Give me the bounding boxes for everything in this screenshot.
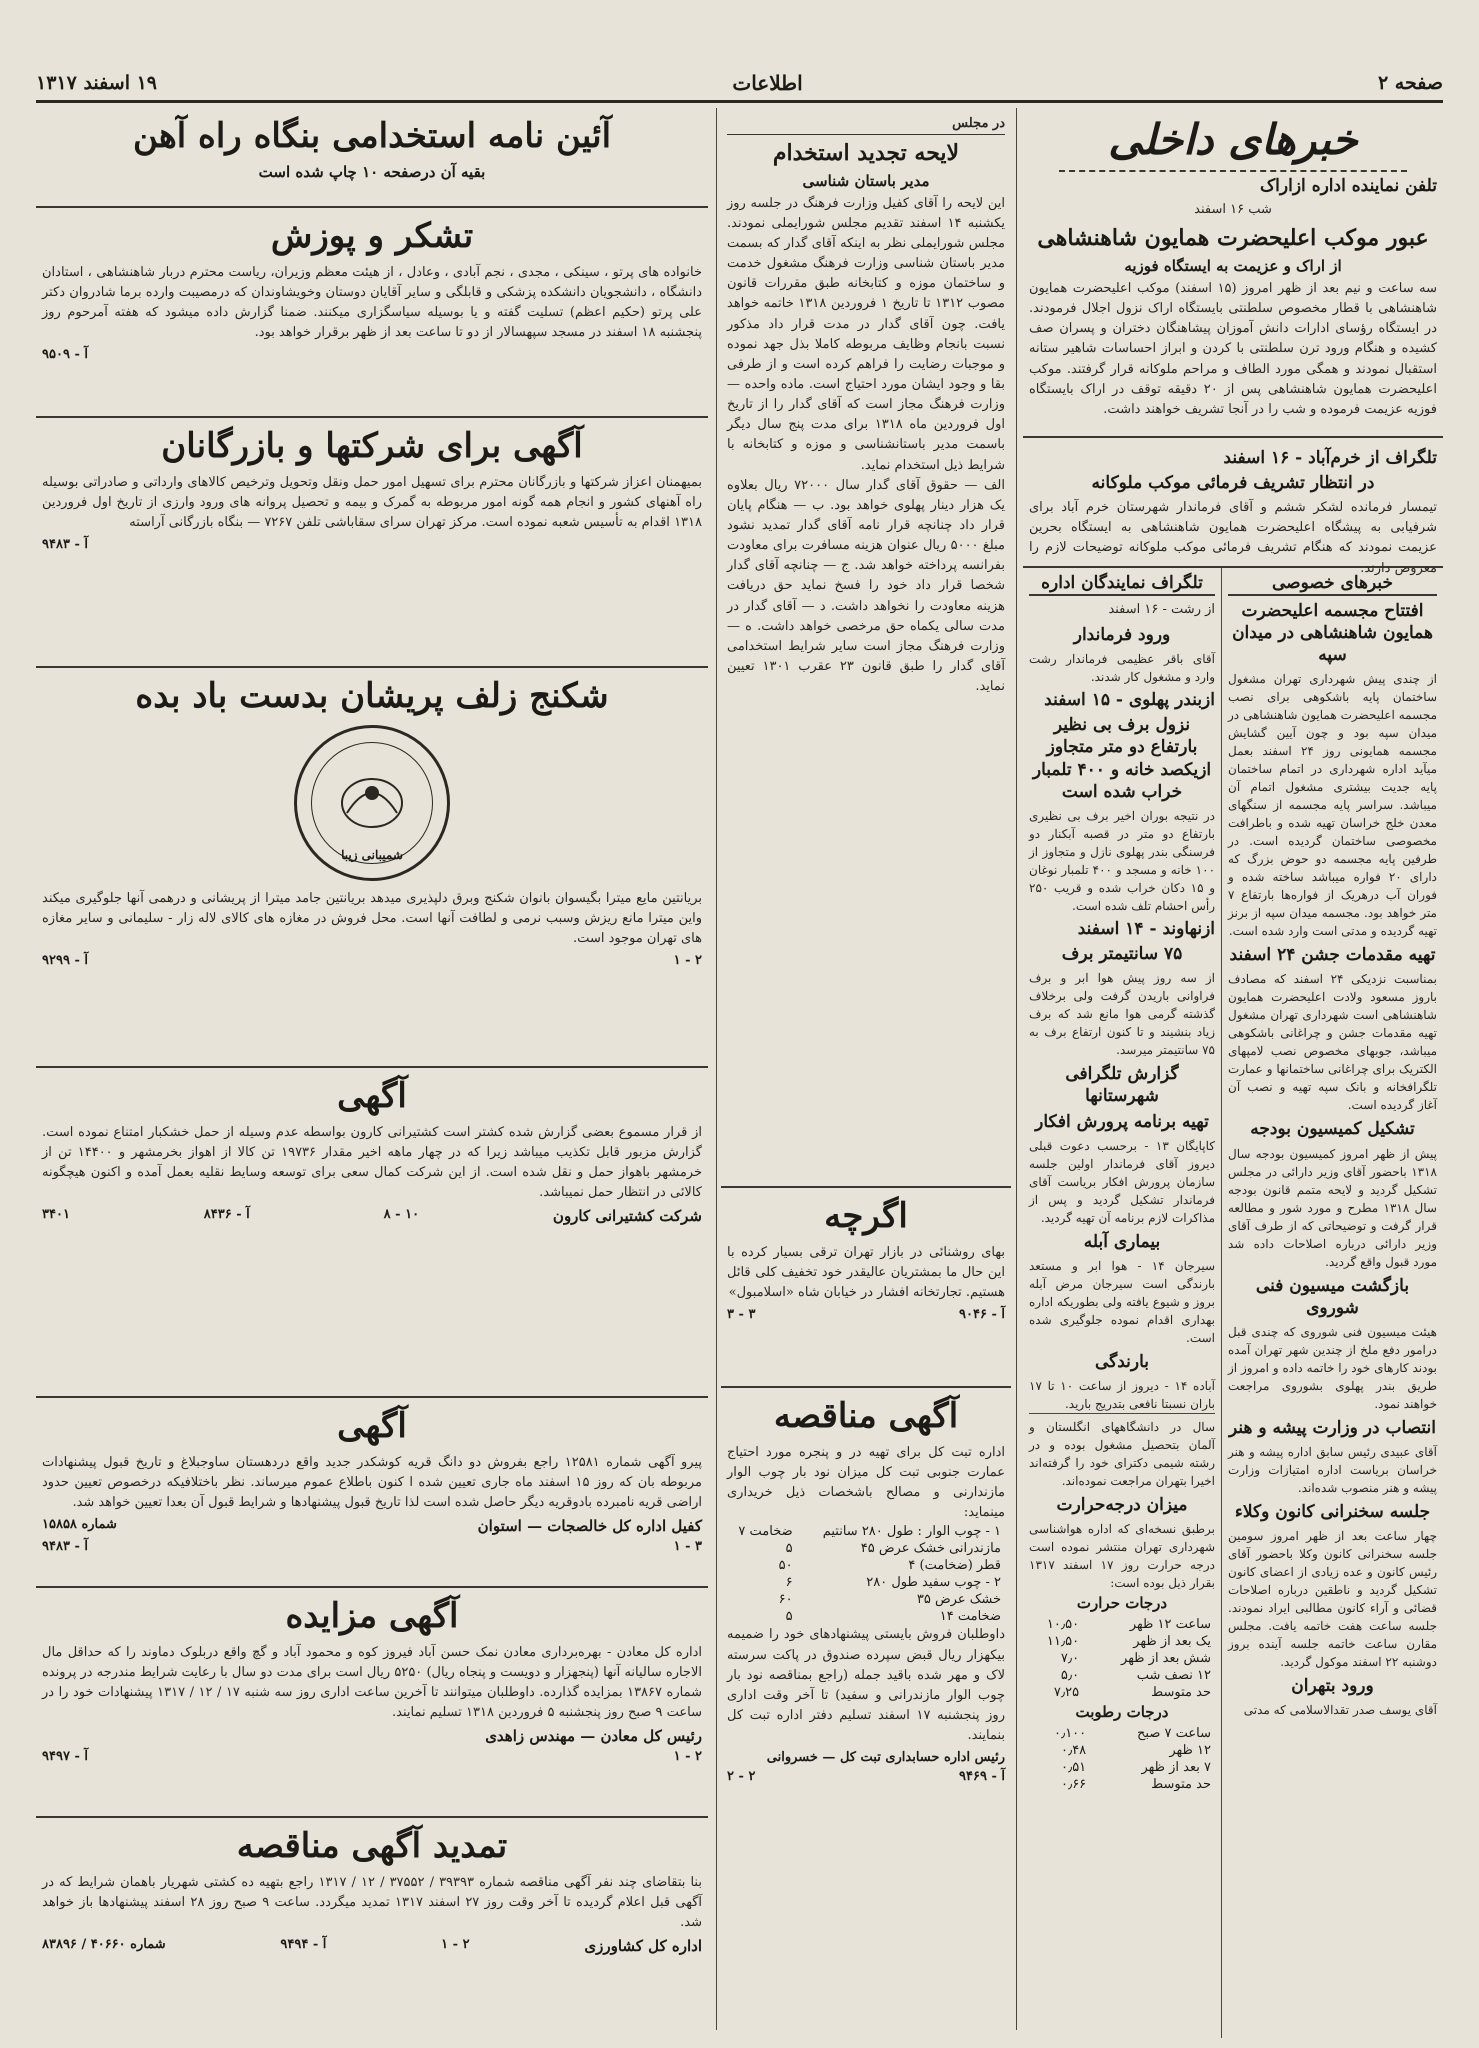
ref: آ - ۹۴۹۷ (42, 1749, 88, 1765)
ref: آ - ۹۰۴۶ (959, 1307, 1005, 1323)
notice-body: بنا بتقاضای چند نفر آگهی مناقصه شماره ۳۹۳۹۳ / ۳۷۵۵۲ / ۱۲ / ۱۳۱۷ راجع بتهیه ده کشتی شهریار باهمان شرایط که در آگهی قبل اعلام گردیده تا آخر وقت روز ۲۷ اسفند ۱۳۱۷ تمدید میگردد. ساعت ۹ صبح روز ۲۸ اسفند پیشنهادها باز خواهد شد. (42, 1874, 702, 1931)
article-body: کاپایگان ۱۳ - برحسب دعوت قبلی دیروز آقای فرماندار اولین جلسه سازمان پرورش افکار بریاست آقای فرماندار تشکیل گردید و پس از مذاکرات لازم برنامه آن تهیه گردید. (1029, 1139, 1215, 1226)
split-area (1023, 568, 1443, 2038)
tender-cell: ۶ (785, 1575, 793, 1591)
tender-row (727, 1574, 1005, 1591)
article-body: پیش از ظهر امروز کمیسیون بودجه سال ۱۳۱۸ باحضور آقای وزیر دارائی در مجلس تشکیل گردید و لایحه متمم قانون بودجه سال ۱۳۱۸ مطرح و مورد شور و مطالعه قرار گرفت و توضیحاتی که از طرف آقای وزیر دارائی درباره اصلاحات داده شد مورد قبول واقع گردید. (1228, 1146, 1437, 1269)
agarche-ad (721, 1188, 1011, 1388)
ref: ۲ - ۱ (673, 1749, 702, 1765)
issue-date: ۱۹ اسفند ۱۳۱۷ (36, 72, 158, 94)
temperature-cell: ۱۲ نصف شب (1136, 1668, 1211, 1684)
brilliantine-ad (36, 668, 708, 1068)
article-body: از چندی پیش شهرداری تهران مشغول ساختمان پایه باشکوهی برای نصب مجسمه اعلیحضرت همایون شاهنشاهی در میدان سپه بود و چون آیین گشایش مجسمه همایونی روز ۲۴ اسفند بعمل میآید اداره شهرداری در اتمام ساختمان پایه جدیت بیشتری مشغول اتمام آن میباشد. سراسر پایه مجسمه از سنگهای معدن خلج خراسان تهیه شده و باطرافت مخصوصی ساختمان گردیده است. در طرفین پایه مجسمه دو حوض بزرگ که دارای ۲۰ فواره میباشد ساخته شده و فوران آب درهریک از فواره‌ها بارتفاع ۷ متر خواهد بود. مجسمه میدان سپه از برنز تهیه گردیده و مدتی است وارد شده است. (1228, 672, 1437, 939)
notice-refs (42, 347, 702, 362)
temperature-cell: ۱۱٫۵۰ (1046, 1634, 1080, 1650)
headline: عبور موکب اعلیحضرت همایون شاهنشاهی (1037, 225, 1429, 252)
subheadline: بقیه آن درصفحه ۱۰ چاپ شده است (258, 162, 486, 181)
tender-cell: ضخامت ۱۴ (939, 1609, 1001, 1625)
ad-body: بهای روشنائی در بازار تهران ترقی بسیار کرده با این حال ما بمشتریان عالیقدر خود تخفیف کلی قائل هستیم. تجارتخانه افشار در خیابان شاه «اسلامبول» (727, 1244, 1005, 1301)
humidity-cell: ۷ بعد از ظهر (1141, 1760, 1211, 1776)
humidity-subtitle: درجات رطوبت (1075, 1703, 1169, 1722)
article-body: برطبق نسخه‌ای که اداره هواشناسی شهرداری تهران منتشر نموده است درجه حرارت روز ۱۷ اسفند ۱۳۱۷ بقرار ذیل بوده است: (1029, 1522, 1215, 1591)
ad-body: بمیهمنان اعزاز شرکتها و بازرگانان محترم برای تسهیل امور حمل ونقل وتحویل وترخیص کالاهای وارداتی و صادراتی بوسیله راه آهنهای کشور و انجام همه گونه امور مربوطه به گمرک و بیمه و تحصیل پروانه های ورود وارزی از تاریخ اول فروردین ۱۳۱۸ اقدام به تأسیس شعبه نموده است. مرکز تهران سرای سقاباشی تلفن ۷۲۶۷ — بنگاه بازرگانی آراسته (42, 474, 702, 531)
temperature-row (1029, 1667, 1215, 1684)
ads-column (36, 108, 708, 2030)
headline: تشکر و پوزش (270, 216, 474, 256)
headline: بارندگی (1094, 1352, 1150, 1373)
headline: ۷۵ سانتیمتر برف (1061, 943, 1183, 964)
article-body: آقای عبیدی رئیس سابق اداره پیشه و هنر خراسان بریاست اداره امتیازات وزارت پیشه و هنر منصوب شده‌اند. (1228, 1444, 1437, 1495)
column-rule (1016, 108, 1017, 2030)
tender-cell: مازندرانی خشک عرض ۴۵ (860, 1541, 1001, 1557)
parliament-column (721, 108, 1011, 2030)
ref: آ - ۹۴۶۹ (959, 1769, 1005, 1785)
article-body: آقای باقر عظیمی فرماندار رشت وارد و مشغول کار شدند. (1029, 652, 1215, 685)
tender-row (727, 1591, 1005, 1608)
masthead (36, 66, 1443, 103)
temperature-cell: حد متوسط (1151, 1685, 1211, 1701)
tender-table (727, 1523, 1005, 1625)
telegraph-line: تلگراف از خرم‌آباد - ۱۶ اسفند (1223, 448, 1437, 468)
tender-cell: خشک عرض ۳۵ (916, 1592, 1001, 1608)
headline: در انتظار تشریف فرمائی موکب ملوکانه (1091, 473, 1375, 493)
royal-convoy-article (1023, 108, 1443, 438)
headline: ورود بتهران (1291, 1675, 1374, 1696)
bill-article (721, 108, 1011, 1188)
tender-row (727, 1557, 1005, 1574)
humidity-cell: ۱۲ ظهر (1169, 1743, 1211, 1759)
dateline: ازبندر پهلوی - ۱۵ اسفند (1044, 690, 1215, 711)
humidity-cell: ۰٫۱۰۰ (1054, 1726, 1087, 1742)
article-body: چهار ساعت بعد از ظهر امروز سومین جلسه سخنرانی کانون وکلا باحضور آقای رئیس کانون و عده زیادی از اعضای کانون تشکیل گردید و ناطقین درباره اصلاحات قضائی و آراء کانون مطالبی ایراد نمودند. جلسه ساعت هفت خاتمه یافت. مجلس مقارن ساعت خاتمه جلسه آینده بروز دوشنبه ۲۲ اسفند موکول گردید. (1228, 1528, 1437, 1669)
temperature-cell: ۵٫۰ (1060, 1668, 1080, 1684)
headline: آگهی مزایده (285, 1596, 459, 1636)
tender-extension-notice (36, 1818, 708, 2008)
columns (36, 108, 1443, 2030)
ref: آ - ۹۲۹۹ (42, 953, 88, 969)
headline: آگهی برای شرکتها و بازرگانان (161, 426, 583, 466)
article-body: سیرجان ۱۴ - هوا ابر و مستعد بارندگی است سیرجان مرض آبله بروز و شیوع یافته ولی بطوریکه اداره بهداری اقدام نموده جلوگیری شده است. (1029, 1259, 1216, 1346)
headline: آگهی (337, 1406, 407, 1446)
companies-ad (36, 418, 708, 668)
humidity-cell: ۰٫۶۶ (1060, 1777, 1087, 1793)
phone-line: تلفن نماینده اداره ازاراک (1259, 176, 1437, 197)
temp-subtitle: درجات حرارت (1076, 1594, 1168, 1613)
tender-cell: ضخامت ۷ (738, 1524, 793, 1540)
signature: اداره کل کشاورزی (584, 1937, 702, 1956)
headline: آگهی مناقصه (773, 1396, 959, 1436)
humidity-cell: حد متوسط (1151, 1777, 1211, 1793)
headline: بیماری آبله (1083, 1232, 1161, 1253)
tender-cell: ۲ - چوب سفید طول ۲۸۰ (866, 1575, 1001, 1591)
headline: جلسه سخنرانی کانون وکلاء (1234, 1501, 1431, 1522)
notice-body: از قرار مسموع بعضی گزارش شده کشتر است کشتیرانی کارون بواسطه عدم وسیله از حمل خشکبار امتناع نموده است. گزارش مزبور قابل تکذیب میباشد زیرا که در چهار ماهه اخیر مقدار ۱۹۷۳۶ تن کالا از اهواز بخرمشهر و ۱۴۴۰۰ تن از خرمشهر باهواز حمل و نقل شده است. از این شرکت کمال سعی برای توسعه وسایط نقلیه بعمل آمده و اکنون هیچگونه کالائی در انتظار حمل نمیباشد. (42, 1124, 703, 1201)
headline: بازگشت میسیون فنی شوروی (1255, 1275, 1410, 1318)
temperature-cell: ۷٫۲۵ (1053, 1685, 1080, 1701)
ref: آ - ۹۵۰۹ (42, 347, 88, 363)
tender-cell: ۶۰ (778, 1592, 793, 1608)
article-items: الف — حقوق آقای گدار سال ۷۲۰۰۰ ریال بعلاوه یک هزار دینار پهلوی خواهد بود. ب — هنگام پایان قرار داد چنانچه قرار نامه آقای گدار تمدید نشود مبلغ ۵۰۰۰ ریال عنوان هزینه مسافرت برای معاودت بفرانسه پرداخته خواهد شد. ج — چنانچه آقای گدار شخصا قرار داد خود را فسخ نماید حق دریافت هزینه معاودت را نخواهد داشت. د — آقای گدار در مدت سالی یکماه حق مرخصی خواهد داشت. ه — وزارت فرهنگ مجاز است سایر شرایط استخدامی آقای گدار را طبق قانون ۲۳ عقرب ۱۳۰۱ تعیین نماید. (727, 477, 1006, 695)
temperature-row (1029, 1684, 1215, 1701)
seal-caption: شمیبانی زیبا (341, 847, 403, 862)
headline: آگهی (337, 1076, 407, 1116)
humidity-row (1029, 1776, 1215, 1793)
karun-notice (36, 1068, 708, 1398)
ref: آ - ۹۴۸۳ (42, 537, 88, 553)
notice-refs (42, 1749, 702, 1764)
notice-body: خانواده های پرتو ، سینکی ، مجدی ، نجم آبادی ، وعادل ، از هیئت معظم وزیران، ریاست محترم دربار شاهنشاهی ، استادان دانشگاه ، دانشجویان دانشکده پزشکی و قابلگی و سایر آقایان دوستان وخویشاوندان که درمصیبت وارده برما شادروان دکتر علی پرتو (حکیم اعظم) تسلیت گفته و یا بوسیله سیاسگزاری میکنند. ضمنا گزارش داده میشود که هفته آمرحوم روز پنجشنبه ۱۸ اسفند در مسجد سپهسالار از دو تا ساعت بعد از ظهر برقرار خواهد بود. (42, 264, 702, 341)
domestic-news-column (1023, 108, 1443, 2030)
paper-name: اطلاعات (732, 71, 803, 95)
headline: ورود فرماندار (1073, 625, 1171, 646)
ref: آ - ۹۴۹۴ (280, 1937, 327, 1953)
temperature-row (1029, 1633, 1215, 1650)
headline: شکنج زلف پریشان بدست باد بده (135, 676, 609, 716)
headline: گزارش تلگرافی شهرستانها (1065, 1063, 1179, 1106)
tender-cell: ۵ (785, 1541, 793, 1557)
signature: رئیس کل معادن — مهندس زاهدی (485, 1727, 702, 1746)
figure-illustration (327, 763, 417, 843)
khorramabad-article (1023, 438, 1443, 576)
ref: ۲ - ۱ (673, 953, 702, 969)
temperature-row (1029, 1616, 1215, 1633)
headline: تهیه مقدمات جشن ۲۴ اسفند (1229, 945, 1436, 966)
tender-cell: ۵۰ (778, 1558, 793, 1574)
article-body: بمناسبت نزدیکی ۲۴ اسفند که مصادف باروز مسعود ولادت اعلیحضرت همایون شاهنشاهی است شهرداری تهران مشغول تهیه مقدمات جشن و چراغانی باشکوهی میباشد، جوبهای مخصوص نصب لامپهای الکتریک برای چراغانی ساختمانها و عمارت تلگرافخانه و بانک سپه تهیه و نصب آن آغاز گردیده است. (1228, 972, 1437, 1113)
notice-body: پیرو آگهی شماره ۱۲۵۸۱ راجع بفروش دو دانگ قریه کوشکدر جدید واقع دردهستان ساوجبلاغ و تاریخ قبول پیشنهادات مربوطه بان که روز ۱۵ اسفند ماه جاری تعیین شده ا کنون باطلاع عموم میرساند. نظر باختلافیکه درخصوص تعیین حدود اراضی قریه نامبرده بادوقریه دیگر حاصل شده است لذا تاریخ قبول پیشنهادها و شرایط قبول آن بعدا تعیین خواهد شد. (42, 1454, 703, 1511)
humidity-table (1029, 1725, 1215, 1793)
article-body: آقای یوسف صدر تقدالاسلامی که مدتی (1243, 1703, 1437, 1718)
headline: لایحه تجدید استخدام (772, 140, 960, 167)
ref: آ - ۹۴۸۳ (42, 1539, 88, 1555)
signature: شرکت کشتیرانی کارون (552, 1207, 702, 1226)
headline: میزان درجه‌حرارت (1056, 1495, 1188, 1516)
humidity-cell: ۰٫۴۸ (1060, 1743, 1087, 1759)
page-label: صفحه ۲ (1377, 72, 1443, 94)
temperature-table (1029, 1616, 1215, 1701)
humidity-row (1029, 1725, 1215, 1742)
tender-row (727, 1523, 1005, 1540)
notice-refs (42, 1727, 702, 1745)
ad-refs (42, 953, 702, 968)
ad-refs (727, 1769, 1005, 1784)
article-body: از سه روز پیش هوا ابر و برف فراوانی باریدن گرفت ولی برخلاف گذشته گرمی هوا مانع شد که برف زیاد بنشیند و تا کنون ارتفاع برف به ۷۵ سانتیمتر میرسد. (1029, 970, 1215, 1057)
ad-body: داوطلبان فروش بایستی پیشنهادهای خود را ضمیمه بیکهزار ریال قبض سپرده صندوق در پاکت سرسته لاک و مهر شده باقید جمله (راجع بمناقصه نود بار چوب الوار مازندرانی و سفید) تا آخر وقت اداری روز پنجشنبه ۱۷ اسفند تسلیم دفتر اداره تبت کل بنمایند. (727, 1627, 1005, 1744)
tender-cell: ۵ (785, 1609, 793, 1625)
humidity-cell: ۰٫۵۱ (1060, 1760, 1087, 1776)
dateline: از رشت - ۱۶ اسفند (1108, 602, 1215, 618)
ad-refs (42, 537, 702, 552)
tender-row (727, 1540, 1005, 1557)
headline: افتتاح مجسمه اعلیحضرت همایون شاهنشاهی در میدان سپه (1232, 601, 1433, 666)
tender-cell: ۱ - چوب الوار : طول ۲۸۰ سانتیم (822, 1524, 1001, 1540)
temperature-cell: یک بعد از ظهر (1133, 1634, 1211, 1650)
headline: تهیه برنامه پرورش افکار (1035, 1111, 1209, 1132)
article-body: سه ساعت و نیم بعد از ظهر امروز (۱۵ اسفند) موکب اعلیحضرت همایون شاهنشاهی با قطار مخصوص سلطنتی بایستگاه اراک نزول اجلال فرمودند. در ایستگاه رؤسای ادارات دانش آموزان پیشاهنگان دختران و پسران صف کشیده و هنگام ورود ترن سلطنتی با کردن و ابراز احساسات شاهیر ستانه استقبال نمودند و همگی مورد الطاف و مراحم ملوکانه قرار گرفتند. موکب اعلیحضرت همایون شاهنشاهی پس از ۲۰ دقیقه توقف در اراک بایستگاه فوزیه عزیمت فرموده و شب را در آنجا تشریف خواهند داشت. (1029, 281, 1437, 417)
thanks-notice (36, 208, 708, 418)
article-body: این لایحه را آقای کفیل وزارت فرهنگ در جلسه روز یکشنبه ۱۴ اسفند تقدیم مجلس شورایملی نمودند. مجلس شورایملی نظر به اینکه آقای گدار که بسمت مدیر باستان شناسی وزارت فرهنگ مشغول خدمت و ساختمان موزه و کتابخانه طبق مقررات قانون مصوب ۱۳۱۲ تا تاریخ ۱ فروردین ۱۳۱۸ خاتمه خواهد یافت. چون آقای گدار در مدت قرار داد مذکور نسبت بانجام وظایف مربوطه کاملا بذل جهد نموده و موجبات رضایت را فراهم کرده است و از طرفی بقا و وجود ایشان مورد احتیاج است. ماده واحده — وزارت فرهنگ مجاز است که آقای گدار را از تاریخ اول فروردین ماه ۱۳۱۸ برای مدت پنج سال دیگر باسمت مدیر باستانشناسی و موزه و کتابخانه با شرایط ذیل استخدام نماید. (727, 195, 1006, 473)
article-body: آباده ۱۴ - دیروز از ساعت ۱۰ تا ۱۷ باران نسبتا نافعی بتدریج بارید. (1029, 1379, 1215, 1412)
notice-refs (42, 1539, 702, 1554)
notice-body: اداره کل معادن - بهره‌برداری معادن نمک حسن آباد فیروز کوه و محمود آباد و گچ واقع دربلوک دماوند را که حداقل مال الاجاره سالیانه آنها (پنجهزار و دویست و پنجاه ریال) ۵۲۵۰ ریال است برای مدت دو سال با رعایت شرایط مندرجه در پرونده شماره ۱۳۸۶۷ بمزایده گذارده. داوطلبان میتوانند تا آخرین ساعت اداری روز سه شنبه ۱۷ / ۱۲ / ۱۳۱۷ پیشنهادات خود را در ساعت ۹ صبح روز پنجشنبه ۵ فروردین ۱۳۱۸ تسلیم نمایند. (42, 1644, 702, 1721)
ref: ۲ - ۱ (441, 1937, 470, 1953)
ref: ۳ - ۳ (727, 1307, 756, 1323)
private-news-title: خبرهای خصوصی (1228, 572, 1437, 596)
headline: تشکیل کمیسیون بودجه (1250, 1119, 1415, 1140)
seal-figure (311, 742, 433, 864)
telegraph-news (1023, 568, 1221, 2038)
article-body: در نتیجه بوران اخیر برف بی نظیری بارتفاع دو متر در قصبه آبکنار دو فرسنگی بندر پهلوی نازل و متجاوز از ۱۰۰ خانه و مسجد و ۴۰۰ تلمبار نوغان و ۱۵ دکان خراب شده و قریب ۲۵۰ رأس احشام تلف شده است. (1029, 808, 1216, 913)
telegraph-title: تلگراف نمایندگان اداره (1029, 572, 1215, 596)
ref: ۳ - ۱ (673, 1539, 702, 1555)
subheadline: مدیر باستان شناسی (802, 171, 930, 190)
notice-refs (42, 1207, 702, 1225)
article-body: تیمسار فرمانده لشکر ششم و آقای فرماندار شهرستان خرم آباد برای شرفیابی به پیشگاه اعلیحضرت همایون شاهنشاهی به ایستگاه بحرین عزیمت نمودند که هنگام تشریف فرمائی موکب ملوکانه توضیحات لازم را معروض دارند. (1029, 500, 1437, 576)
temperature-cell: ساعت ۱۲ ظهر (1129, 1617, 1211, 1633)
headline: نزول برف بی نظیر بارتفاع دو متر متجاوز ازیکصد خانه و ۴۰۰ تلمبار خراب شده است (1032, 715, 1212, 802)
temperature-cell: ۱۰٫۵۰ (1046, 1617, 1080, 1633)
ad-body: بریانتین مایع میترا بگیسوان بانوان شکنج وبرق دلپذیری میدهد بریانتین جامد میترا از پریشانی و درهمی آنها جلوگیری میکند واین میترا مانع ریزش وسبب نرمی و لطافت آنها است. محل فروش در مغازه های کالای لاله زار - سلیمانی و سایر مغازه های تهران موجود است. (42, 890, 702, 947)
divider (1059, 170, 1407, 172)
date-line: شب ۱۶ اسفند (1194, 202, 1272, 218)
rail-article (36, 108, 708, 208)
auction-notice (36, 1588, 708, 1818)
tender-ad (721, 1388, 1011, 2028)
headline: اگرچه (824, 1196, 908, 1236)
temperature-cell: شش بعد از ظهر (1121, 1651, 1211, 1667)
notice-refs (42, 1517, 702, 1535)
ad-refs (727, 1307, 1005, 1322)
humidity-row (1029, 1759, 1215, 1776)
ref: ۱۰ - ۸ (383, 1207, 420, 1223)
ad-sign (727, 1750, 1005, 1765)
humidity-row (1029, 1742, 1215, 1759)
ref: شماره ۱۵۸۵۸ (42, 1517, 117, 1533)
signature: رئیس اداره حسابداری تبت کل — خسروانی (766, 1750, 1005, 1766)
headline: انتصاب در وزارت پیشه و هنر (1228, 1417, 1437, 1438)
ref: ۲ - ۲ (727, 1769, 756, 1785)
ref: آ - ۸۴۳۶ (203, 1207, 250, 1223)
headline: تمدید آگهی مناقصه (236, 1826, 508, 1866)
subheadline: از اراک و عزیمت به ایستگاه فوزیه (1124, 257, 1342, 276)
private-news (1221, 568, 1443, 2038)
temperature-cell: ۷٫۰ (1060, 1651, 1080, 1667)
majlis-label: در مجلس (727, 114, 1005, 135)
tender-row (727, 1608, 1005, 1625)
brand-seal (294, 725, 450, 881)
ref: ۳۴۰۱ (42, 1207, 70, 1223)
dateline: ازنهاوند - ۱۴ اسفند (1077, 918, 1215, 939)
column-rule (716, 108, 717, 2030)
khalesejat-notice (36, 1398, 708, 1588)
temperature-row (1029, 1650, 1215, 1667)
ad-body: اداره تبت کل برای تهیه در و پنجره مورد احتیاج عمارت جنوبی تبت کل میزان نود بار چوب الوار مازندارنی و مصالح باشخصات ذیل خریداری مینماید: (727, 1444, 1005, 1521)
section-title: خبرهای داخلی (1108, 115, 1358, 164)
tender-cell: قطر (ضخامت) ۴ (908, 1558, 1001, 1574)
headline: آئین نامه استخدامی بنگاه راه آهن (132, 116, 612, 156)
article-body: سال در دانشگاههای انگلستان و آلمان بتحصیل مشغول بوده و در رشته شیمی دکترای خود را گرفته‌اند اخیرا بتهران مراجعت نموده‌اند. (1029, 1413, 1215, 1490)
humidity-cell: ساعت ۷ صبح (1137, 1726, 1211, 1742)
signature: کفیل اداره کل خالصجات — استوان (477, 1517, 702, 1536)
notice-refs (42, 1937, 702, 1955)
article-body: هیئت میسیون فنی شوروی که چندی قبل درامور دفع ملخ از چندین شهر تهران آمده بودند کارهای خود را خاتمه داده و امروز از طریق بندر پهلوی بشوروی مراجعت خواهند نمود. (1228, 1324, 1437, 1411)
ref: شماره ۴۰۶۶۰ / ۸۳۸۹۶ (42, 1937, 166, 1953)
